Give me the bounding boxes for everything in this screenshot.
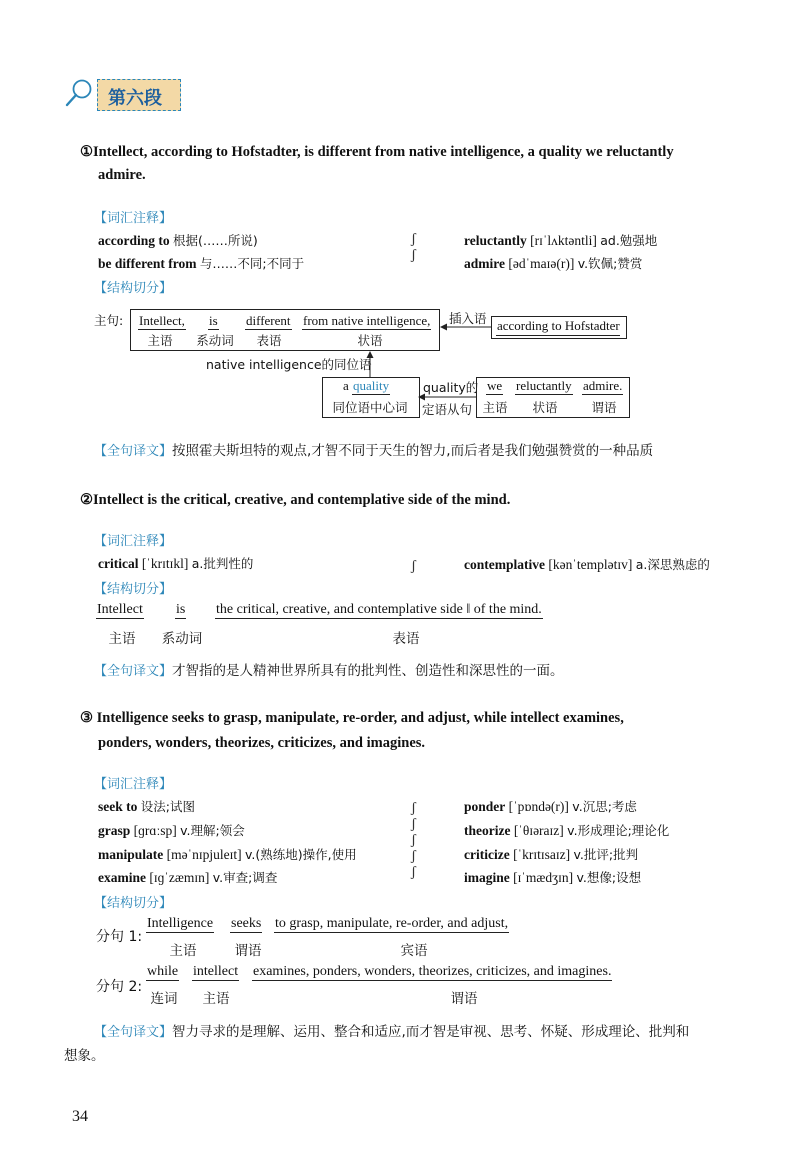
c2-subject: intellect [193,964,239,979]
s3-vocab-left-1: grasp [ɡrɑːsp] v.理解;领会 [98,823,245,838]
s2-number: ② [80,492,93,508]
s3-translation-line1: 【全句译文】智力寻求的是理解、运用、整合和适应,而才智是审视、思考、怀疑、形成理论、批判和 [94,1024,690,1040]
s3-vocab-divider: ʃ ʃ ʃ ʃ ʃ [411,800,416,880]
s3-translation-line2: 想象。 [64,1048,105,1064]
d1-admire: admire. [583,378,623,393]
d1-different-label: 表语 [256,333,282,348]
d1-intellect-label: 主语 [147,333,173,348]
d1-from-label: 状语 [357,333,383,348]
main-clause-label: 主句: [94,313,124,328]
s3-vocab-tag: 【词汇注释】 [94,777,173,792]
d1-different: different [246,313,291,328]
section-title: 第六段 [108,88,162,109]
s3-line2: ponders, wonders, theorizes, criticizes, and imagines. [98,735,426,751]
s1-vocab-right-0: reluctantly [rɪˈlʌktəntli] ad.勉强地 [464,233,658,248]
d1-arrows [0,0,800,440]
s2-translation: 【全句译文】才智指的是人精神世界所具有的批判性、创造性和深思性的一面。 [94,663,564,679]
s3-structure-tag: 【结构切分】 [94,896,173,911]
s2-vocab-left: critical [ˈkrɪtɪkl] a.批判性的 [98,556,254,571]
s1-line1: Intellect, according to Hofstadter, is different from native intelligence, a quality we reluctantly [93,144,674,160]
clause2-label: 分句 2: [96,979,143,995]
d1-admire-label: 谓语 [591,400,617,415]
c2-subject-label: 主语 [202,991,230,1007]
d1-a-quality-label: 同位语中心词 [332,400,408,415]
d1-we: we [487,378,503,393]
s1-translation: 【全句译文】按照霍夫斯坦特的观点,才智不同于天生的智力,而后者是我们勉强赞赏的一种品质 [94,443,654,459]
s1-vocab-left-0: according to 根据(……所说) [98,233,258,248]
s3-text [80,706,624,731]
s1-vocab-tag: 【词汇注释】 [94,211,173,226]
insert-label: 插入语 [449,311,487,326]
clause1-label: 分句 1: [96,929,143,945]
s1-vocab-left-1: be different from 与……不同;不同于 [98,256,305,271]
d2-intellect: Intellect [97,602,143,617]
c1-verb: seeks [231,916,262,931]
c1-subject-label: 主语 [169,943,197,959]
page-number: 34 [72,1108,88,1125]
s2-structure-tag: 【结构切分】 [94,582,173,597]
c2-verb-label: 谓语 [450,991,478,1007]
c1-object: to grasp, manipulate, re-order, and adjust, [275,916,509,931]
d1-intellect: Intellect, [139,313,185,328]
s1-structure-tag: 【结构切分】 [94,281,173,296]
d1-is-label: 系动词 [196,333,234,348]
d2-intellect-label: 主语 [108,631,136,647]
s3-vocab-left-0: seek to 设法;试图 [98,799,195,814]
rel-label: quality的 [423,380,479,395]
s3-vocab-left-2: manipulate [məˈnɪpjuleɪt] v.(熟练地)操作,使用 [98,847,357,862]
s3-vocab-right-1: theorize [ˈθɪəraɪz] v.形成理论;理论化 [464,823,670,838]
c1-object-label: 宾语 [400,943,428,959]
s3-vocab-right-0: ponder [ˈpɒndə(r)] v.沉思;考虑 [464,799,637,814]
d2-rest-label: 表语 [392,631,420,647]
c2-conj: while [147,964,179,979]
s2-text [80,488,510,513]
rel-label2: 定语从句 [422,402,473,417]
s1-vocab-right-1: admire [ədˈmaɪə(r)] v.钦佩;赞赏 [464,256,643,271]
d1-reluctantly-label: 状语 [532,400,558,415]
s1-number: ① [80,144,93,160]
s2-vocab-divider: ʃ [411,558,416,574]
s1-vocab-divider: ʃ ʃ [411,231,416,263]
c2-verb: examines, ponders, wonders, theorizes, criticizes, and imagines. [253,964,612,979]
s3-number: ③ [80,710,93,726]
c1-subject: Intelligence [147,916,214,931]
s3-vocab-left-3: examine [ɪɡˈzæmɪn] v.审查;调查 [98,870,278,885]
s2-vocab-tag: 【词汇注释】 [94,534,173,549]
s2-vocab-right: contemplative [kənˈtemplətɪv] a.深思熟虑的 [464,557,710,572]
d1-is: is [209,313,218,328]
d2-rest: the critical, creative, and contemplative side ‖ of the mind. [216,602,542,617]
d2-is: is [176,602,186,617]
d1-a-quality: a quality [343,378,390,393]
s1-line2: admire. [98,167,146,183]
s3-vocab-right-3: imagine [ɪˈmædʒɪn] v.想像;设想 [464,870,642,885]
c1-verb-label: 谓语 [234,943,262,959]
s3-vocab-right-2: criticize [ˈkrɪtɪsaɪz] v.批评;批判 [464,847,639,862]
d1-from: from native intelligence, [303,313,431,328]
s3-line1: Intelligence seeks to grasp, manipulate, re-order, and adjust, while intellect examines, [96,710,624,726]
d1-we-label: 主语 [482,400,508,415]
d1-reluctantly: reluctantly [516,378,572,393]
d2-is-label: 系动词 [161,631,203,647]
c2-conj-label: 连词 [150,991,178,1007]
appositive-note: native intelligence的同位语 [206,357,372,372]
s2-line1: Intellect is the critical, creative, and contemplative side of the mind. [93,492,511,508]
insert-text: according to Hofstadter [497,318,620,333]
